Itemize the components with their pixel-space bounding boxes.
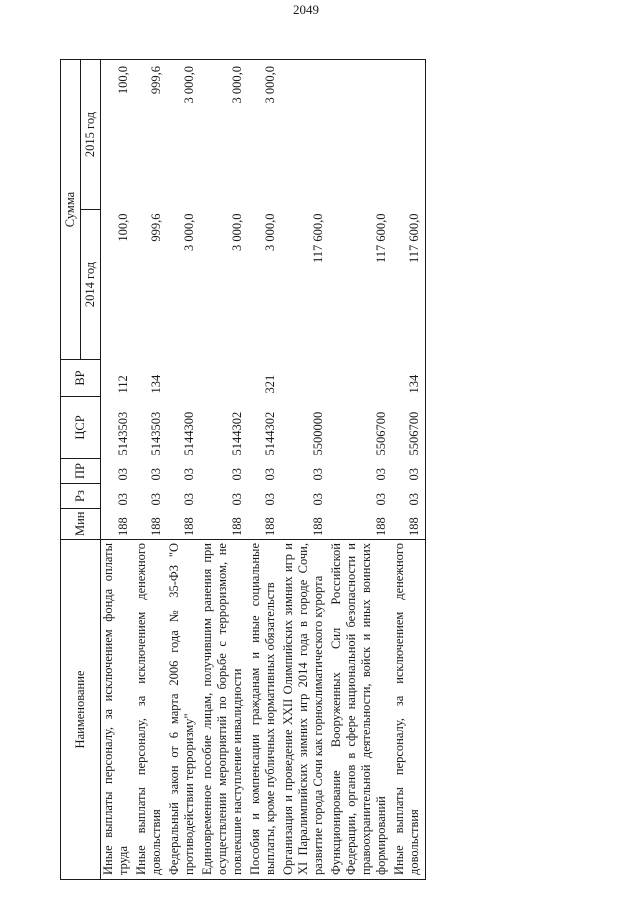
row-pr: 03 — [149, 468, 163, 481]
row-min: 188 — [182, 517, 196, 536]
row-vr: 321 — [263, 374, 277, 394]
table-row — [101, 60, 135, 880]
row-rz: 03 — [311, 493, 325, 506]
row-vr — [167, 360, 200, 397]
table-row — [200, 60, 248, 880]
row-min: 188 — [149, 517, 163, 536]
row-csr: 5144302 — [230, 411, 244, 456]
row-pr: 03 — [116, 468, 130, 481]
row-rz: 03 — [263, 493, 277, 506]
header-rz: Рз — [61, 484, 101, 509]
row-rz: 03 — [149, 493, 163, 506]
row-rz: 03 — [374, 493, 388, 506]
row-vr: 134 — [392, 360, 426, 397]
table-row — [392, 60, 426, 880]
row-sum-2014: 117 600,0 — [392, 210, 426, 360]
row-min: 188 — [263, 517, 277, 536]
row-sum-2014: 3 000,0 — [230, 213, 244, 251]
row-name: Федеральный закон от 6 марта 2006 года № 35-ФЗ "О противодействии терроризму" — [167, 540, 200, 880]
row-csr: 5144300 — [182, 411, 196, 456]
row-sum-2015: 999,6 — [134, 60, 167, 210]
row-csr: 5143503 — [116, 411, 130, 456]
header-pr: ПР — [61, 459, 101, 484]
row-name: Единовременное пособие лицам, получившим ранения при осуществлении мероприятий по борьбе с терроризмом, не повлекшие наступление инвалидности — [200, 540, 248, 880]
row-name: Иные выплаты персоналу, за исключением фонда оплаты труда — [101, 540, 135, 880]
row-min: 188 — [230, 517, 244, 536]
table-row — [134, 60, 167, 880]
row-sum-2014: 117 600,0 — [374, 213, 388, 264]
row-csr: 5500000 — [311, 411, 325, 456]
row-pr: 03 — [263, 468, 277, 481]
row-sum-2014: 3 000,0 — [263, 213, 277, 251]
header-sum: Сумма — [61, 60, 81, 360]
header-2015: 2015 год — [81, 60, 101, 210]
row-min: 188 — [374, 517, 388, 536]
row-pr: 03 — [182, 468, 196, 481]
row-sum-2015 — [281, 60, 329, 210]
row-sum-2015: 3 000,0 — [200, 60, 248, 210]
row-sum-2015 — [329, 60, 392, 210]
row-vr: 134 — [149, 374, 163, 394]
row-name: Функционирование Вооруженных Сил Российской Федерации, органов в сфере национальной безопасности и правоохранительной деятельности, войск и иных воинских формирований — [329, 540, 392, 880]
row-name: Организация и проведение XXII Олимпийских зимних игр и XI Паралимпийских зимних игр 2014 года в городе Сочи, развитие города Сочи как горноклиматического курорта — [281, 540, 329, 880]
row-csr: 5143503 — [149, 411, 163, 456]
row-pr: 03 — [374, 468, 388, 481]
table-row — [167, 60, 200, 880]
row-vr — [329, 360, 392, 397]
row-name: Иные выплаты персоналу, за исключением денежного довольствия — [392, 540, 426, 880]
row-sum-2014: 117 600,0 — [311, 213, 325, 264]
row-name: Пособия и компенсации гражданам и иные социальные выплаты, кроме публичных нормативных обязательств — [248, 540, 281, 880]
row-csr: 5144302 — [263, 411, 277, 456]
header-min: Мин — [61, 509, 101, 540]
row-sum-2015: 100,0 — [101, 60, 135, 210]
row-pr: 03 — [392, 459, 426, 484]
header-vr: ВР — [61, 360, 101, 397]
row-csr: 5506700 — [374, 411, 388, 456]
row-vr — [281, 360, 329, 397]
row-rz: 03 — [182, 493, 196, 506]
rotated-budget-table — [60, 60, 580, 880]
table-row — [248, 60, 281, 880]
table-row — [329, 60, 392, 880]
row-csr: 5506700 — [392, 397, 426, 459]
page-number: 2049 — [293, 2, 319, 17]
row-pr: 03 — [230, 468, 244, 481]
row-sum-2014: 3 000,0 — [182, 213, 196, 251]
row-vr: 112 — [116, 375, 130, 394]
row-sum-2014: 999,6 — [149, 213, 163, 242]
row-sum-2014: 100,0 — [116, 213, 130, 242]
header-name: Наименование — [61, 540, 101, 880]
row-vr — [200, 360, 248, 397]
row-min: 188 — [392, 509, 426, 540]
row-sum-2015: 3 000,0 — [248, 60, 281, 210]
row-sum-2015: 3 000,0 — [167, 60, 200, 210]
row-name: Иные выплаты персоналу, за исключением денежного довольствия — [134, 540, 167, 880]
row-rz: 03 — [230, 493, 244, 506]
header-2014: 2014 год — [81, 210, 101, 360]
header-csr: ЦСР — [61, 397, 101, 459]
row-pr: 03 — [311, 468, 325, 481]
row-sum-2015 — [392, 60, 426, 210]
row-min: 188 — [311, 517, 325, 536]
table-row — [281, 60, 329, 880]
row-min: 188 — [116, 517, 130, 536]
budget-table — [60, 59, 426, 880]
row-rz: 03 — [392, 484, 426, 509]
row-rz: 03 — [116, 493, 130, 506]
